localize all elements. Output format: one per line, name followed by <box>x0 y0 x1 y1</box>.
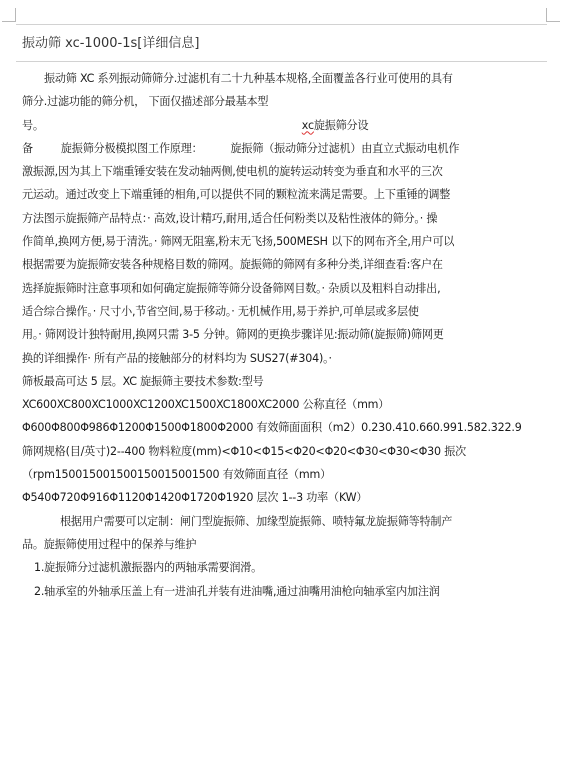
document-body <box>22 67 537 603</box>
paragraph-line: 筛分.过滤功能的筛分机， 下面仅描述部分最基本型 <box>22 95 269 109</box>
paragraph-line: 品。旋振筛使用过程中的保养与维护 <box>22 537 197 551</box>
document-title: 振动筛 xc-1000-1s[详细信息] <box>22 36 200 51</box>
paragraph-line: 振动筛 XC 系列振动筛筛分.过滤机有二十九种基本规格,全面覆盖各行业可使用的具有 <box>44 72 453 85</box>
paragraph-line: 根据需要为旋振筛安装各种规格目数的筛网。旋振筛的筛网有多种分类,详细查看:客户在 <box>22 258 443 272</box>
paragraph-line: （rpm150015001500150015001500 有效筛面直径（mm） <box>22 468 331 482</box>
paragraph-line <box>22 137 537 160</box>
text-fragment: 备 <box>22 141 33 155</box>
paragraph-line: 方法图示旋振筛产品特点：· 高效,设计精巧,耐用,适合任何粉类以及粘性液体的筛分。· 操 <box>22 211 438 225</box>
spellcheck-word: xc <box>301 118 314 132</box>
paragraph-line: 元运动。通过改变上下端重锤的相角,可以提供不同的颗粒流来满足需要。上下重锤的调整 <box>22 188 451 202</box>
paragraph-line <box>22 114 537 137</box>
paragraph-line: 筛网规格(目/英寸)2--400 物料粒度(mm)<Φ10<Φ15<Φ20<Φ20<Φ30<Φ30<Φ30 振次 <box>22 444 466 458</box>
paragraph-line: 选择旋振筛时注意事项和如何确定旋振筛等筛分设备筛网目数。· 杂质以及粗料自动排出, <box>22 281 441 295</box>
paragraph-line: Φ540Φ720Φ916Φ1120Φ1420Φ1720Φ1920 层次 1--3 功率（KW） <box>22 491 368 505</box>
text-fragment: 旋振筛分设 <box>313 118 369 132</box>
text-fragment: 旋振筛（振动筛分过滤机）由直立式振动电机作 <box>230 141 460 155</box>
header-rule <box>16 24 547 25</box>
paragraph-line: 筛板最高可达 5 层。XC 旋振筛主要技术参数:型号 <box>22 374 264 388</box>
text-fragment: 旋振筛分极模拟图工作原理： <box>60 141 203 155</box>
text-fragment: 号。 <box>22 118 44 132</box>
list-item: 2.轴承室的外轴承压盖上有一进油孔并装有进油嘴,通过油嘴用油枪向轴承室内加注润 <box>34 584 440 598</box>
paragraph-line: Φ600Φ800Φ986Φ1200Φ1500Φ1800Φ2000 有效筛面面积（m2）0.230.410.660.991.582.322.9 <box>22 421 522 435</box>
paragraph-line: XC600XC800XC1000XC1200XC1500XC1800XC2000 公称直径（mm） <box>22 398 390 412</box>
crop-mark-top-right <box>546 8 560 22</box>
paragraph-line: 适合综合操作。· 尺寸小,节省空间,易于移动。· 无机械作用,易于养护,可单层或多层使 <box>22 304 419 318</box>
list-item: 1.旋振筛分过滤机激振器内的两轴承需要润滑。 <box>34 561 263 575</box>
paragraph-line: 用。· 筛网设计独特耐用,换网只需 3-5 分钟。筛网的更换步骤详见:振动筛(旋振筛)筛网更 <box>22 328 444 342</box>
paragraph-line: 激振源,因为其上下端重锤安装在发动轴两侧,使电机的旋转运动转变为垂直和水平的三次 <box>22 165 443 179</box>
title-divider <box>16 61 547 62</box>
paragraph-line: 作简单,换网方便,易于清洗。· 筛网无阻塞,粉末无飞扬,500MESH 以下的网布齐全,用户可以 <box>22 235 455 249</box>
paragraph-line: 根据用户需要可以定制：闸门型旋振筛、加缘型旋振筛、喷特氟龙旋振筛等特制产 <box>60 514 453 528</box>
paragraph-line: 换的详细操作· 所有产品的接触部分的材料均为 SUS27(#304)。· <box>22 351 332 365</box>
crop-mark-top-left <box>2 8 16 22</box>
